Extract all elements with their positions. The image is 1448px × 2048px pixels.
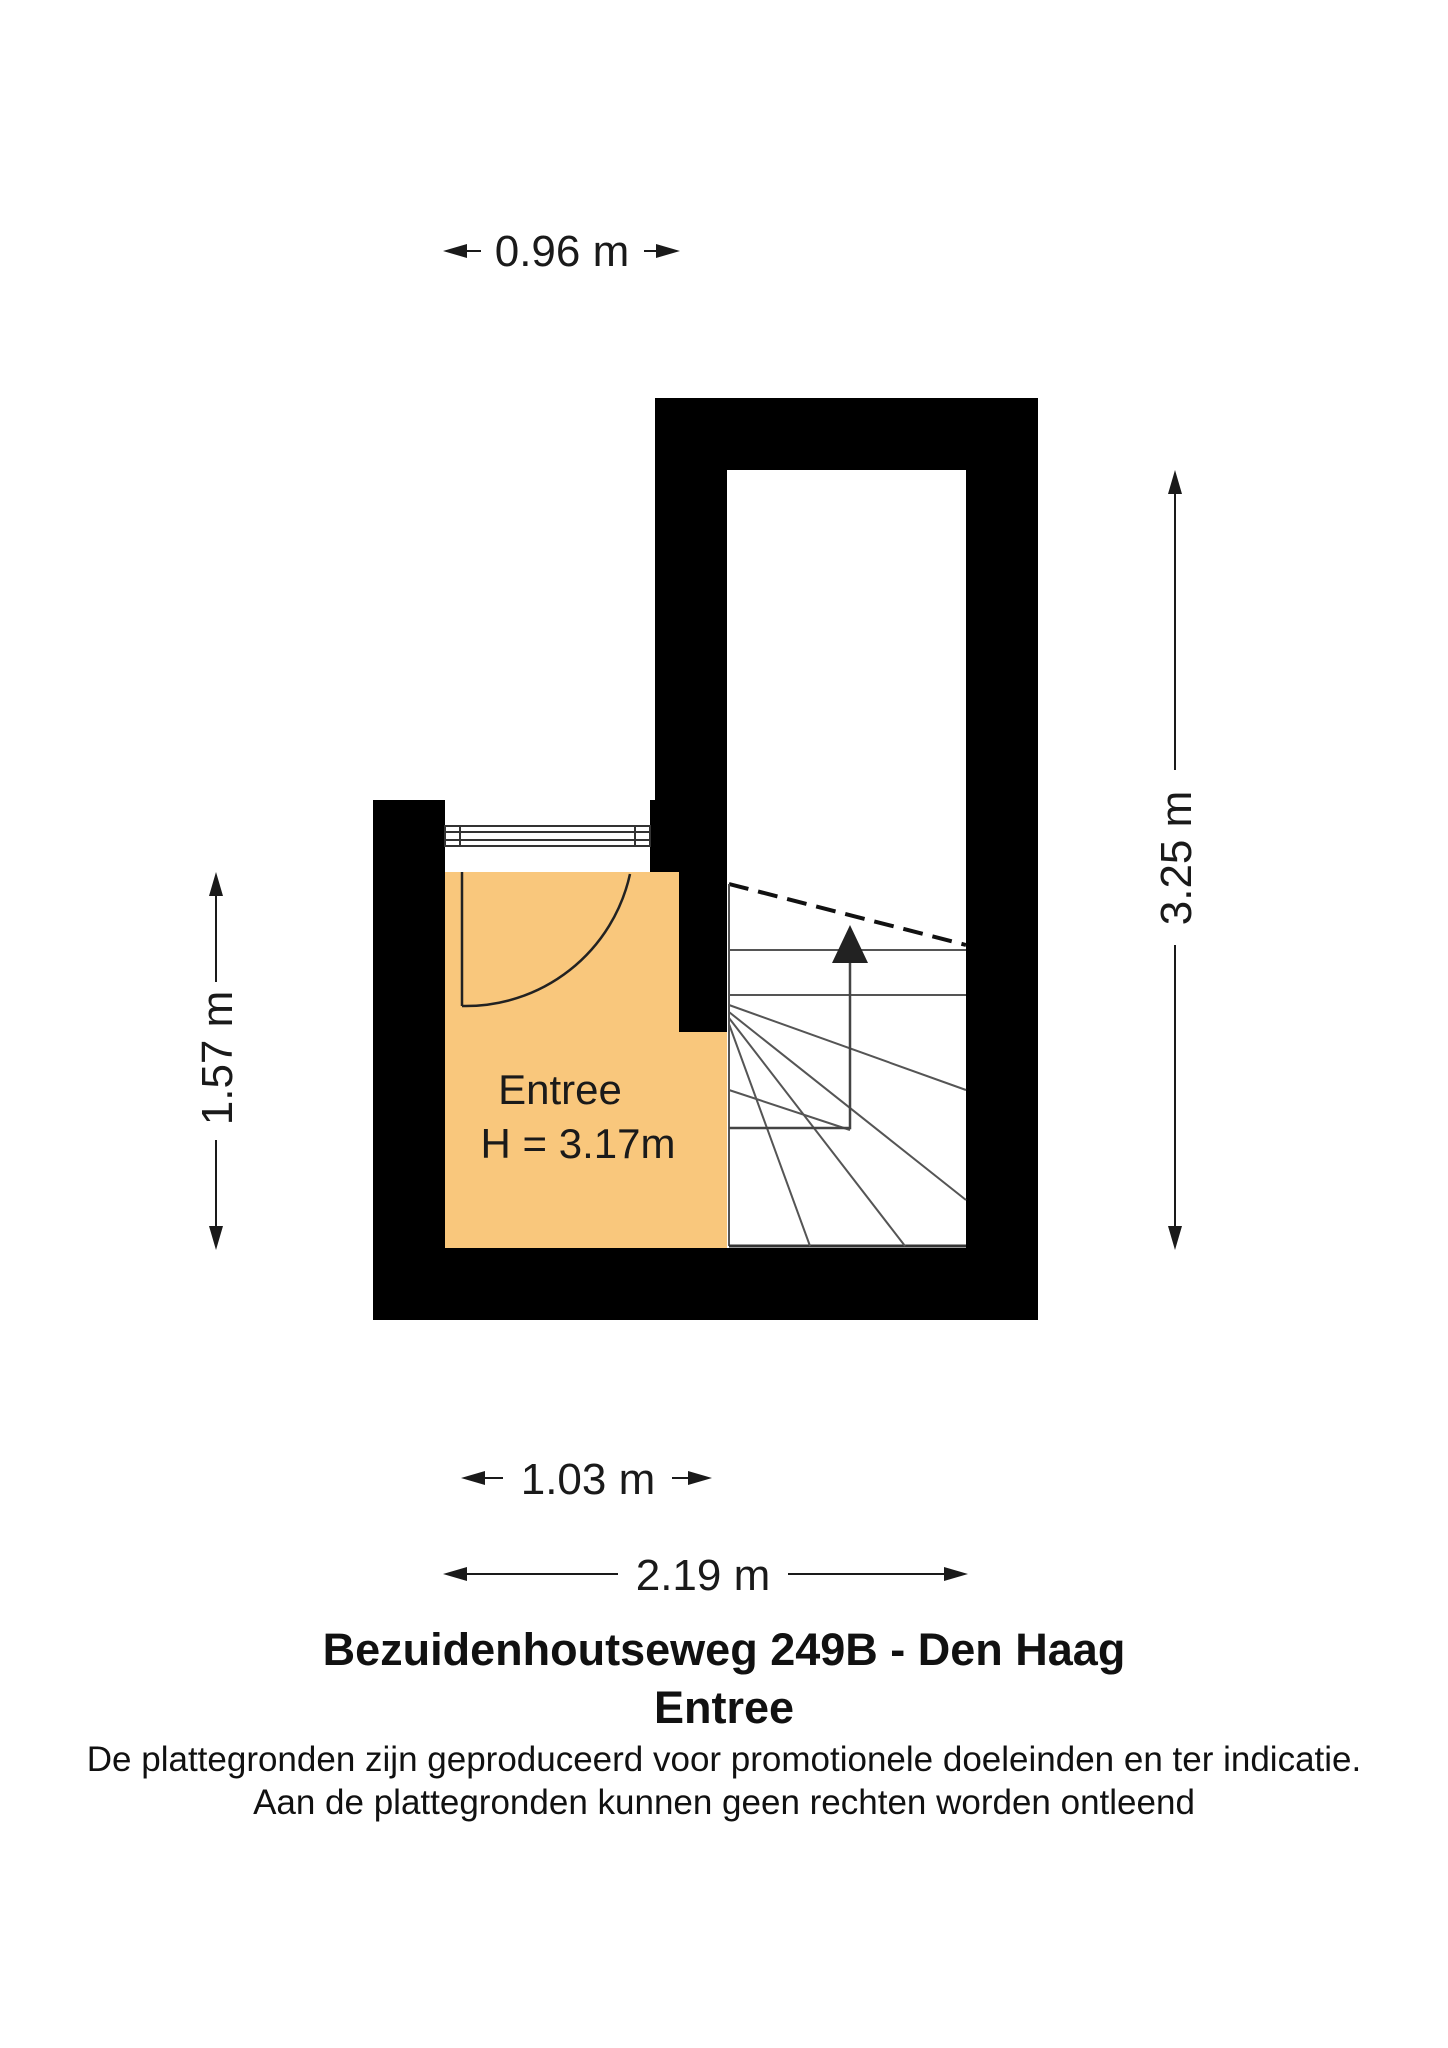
dimension-left-height-label: 1.57 m: [193, 990, 242, 1126]
dimension-right-height-label: 3.25 m: [1152, 790, 1201, 926]
room-name-label: Entree: [498, 1066, 622, 1113]
dimension-bottom-inner-width-label: 1.03 m: [520, 1455, 656, 1504]
wall-bottom: [373, 1248, 1038, 1320]
staircase: [729, 884, 966, 1246]
wall-right: [966, 398, 1038, 1320]
dimension-bottom-total-width-label: 2.19 m: [635, 1551, 771, 1600]
plan-subtitle: Entree: [653, 1682, 795, 1733]
wall-window-pier: [650, 800, 679, 872]
dimension-top-width-label: 0.96 m: [494, 227, 630, 276]
room-height-label: H = 3.17m: [480, 1120, 676, 1167]
disclaimer-line-1: De plattegronden zijn geproduceerd voor promotionele doeleinden en ter indicatie.: [86, 1740, 1362, 1779]
plan-title: Bezuidenhoutseweg 249B - Den Haag: [322, 1624, 1126, 1675]
stair-walkline: [729, 960, 850, 1128]
window: [445, 826, 650, 846]
disclaimer-line-2: Aan de plattegronden kunnen geen rechten worden ontleend: [253, 1783, 1195, 1822]
stair-up-arrow: [832, 925, 868, 963]
wall-left: [373, 800, 445, 1320]
wall-stub-middle: [679, 872, 727, 1032]
